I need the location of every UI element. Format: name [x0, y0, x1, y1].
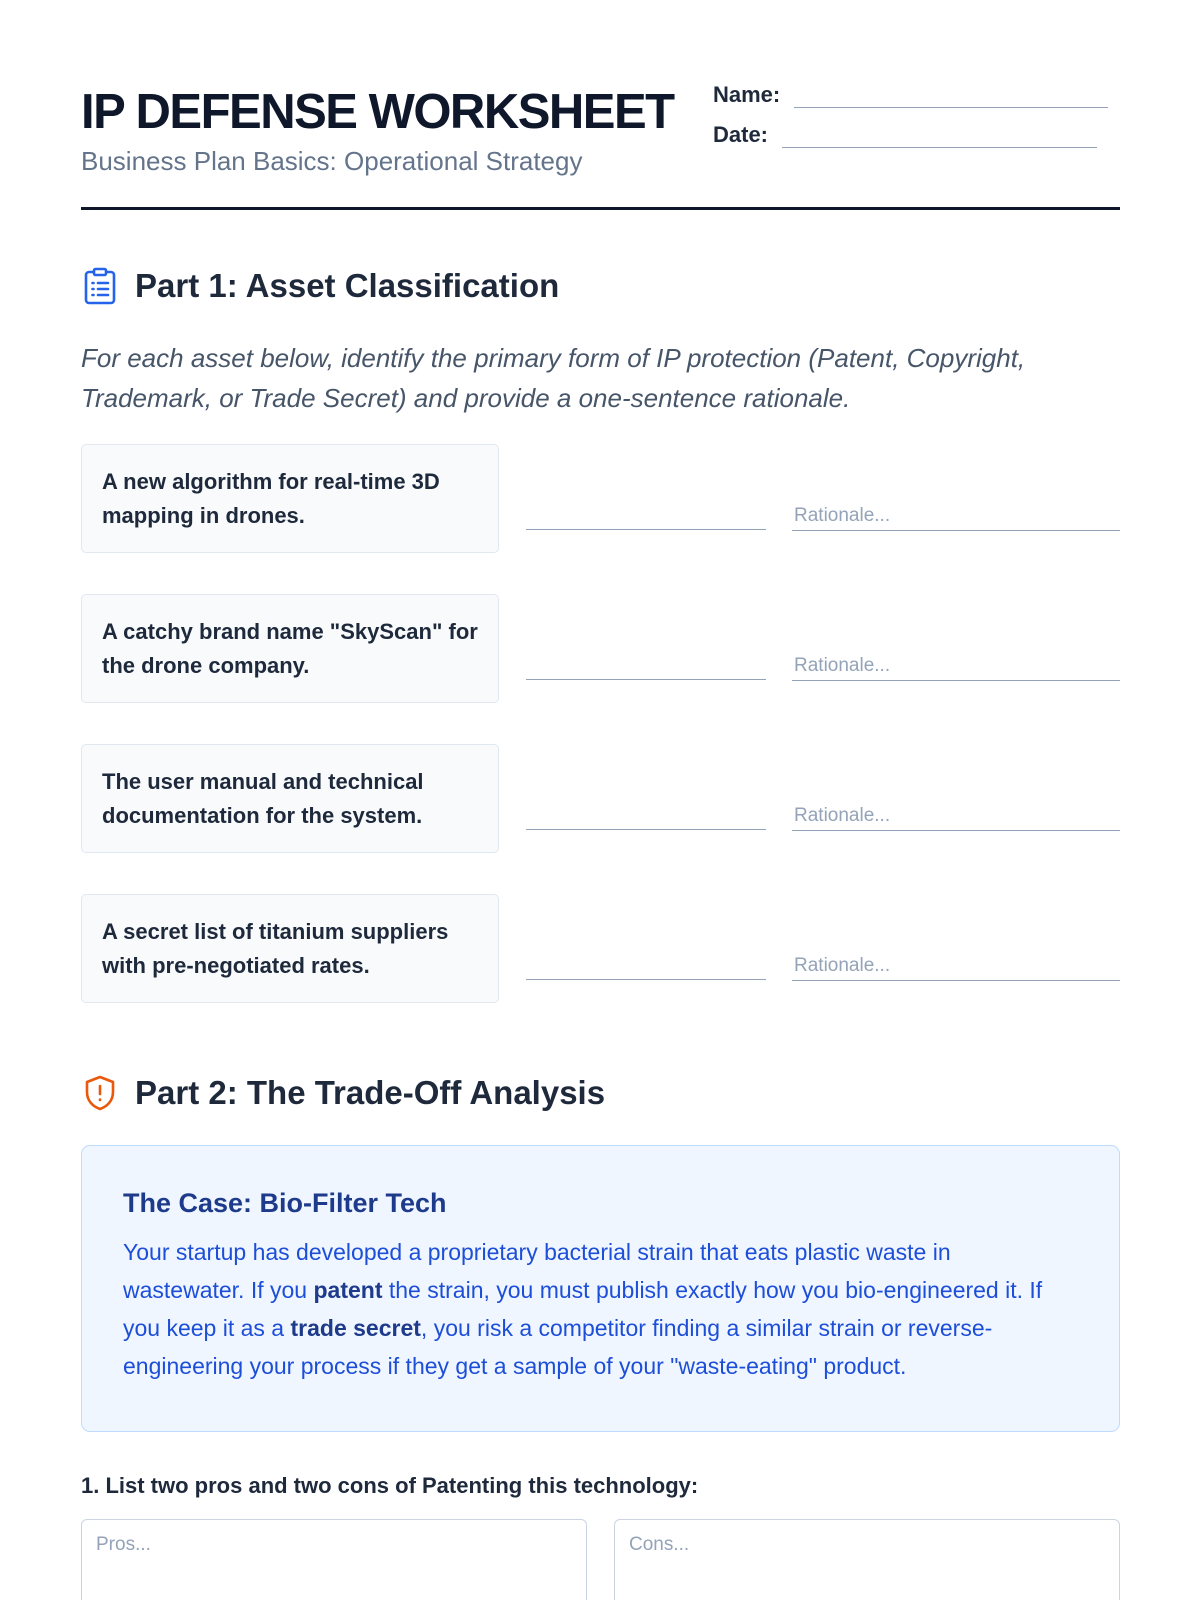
protection-answer-field[interactable] — [526, 679, 766, 680]
asset-card: The user manual and technical documentation for the system. — [81, 744, 499, 853]
rationale-field[interactable]: Rationale... — [792, 504, 1120, 531]
question-1: 1. List two pros and two cons of Patenting this technology: — [81, 1473, 699, 1498]
asset-row — [81, 744, 1120, 853]
case-text-segment: , you risk a competitor finding a similar strain or reverse-engineering your process if they get a sample of your "waste-eating" product. — [123, 1315, 993, 1379]
rationale-field[interactable]: Rationale... — [792, 654, 1120, 681]
page-title: IP DEFENSE WORKSHEET — [81, 85, 674, 139]
page-subtitle: Business Plan Basics: Operational Strategy — [81, 146, 583, 176]
asset-row — [81, 594, 1120, 703]
shield-alert-icon — [81, 1073, 119, 1113]
part1-heading: Part 1: Asset Classification — [135, 267, 560, 304]
asset-row — [81, 444, 1120, 553]
worksheet-page — [81, 0, 1120, 1600]
protection-answer-field[interactable] — [526, 979, 766, 980]
case-keyword-trade-secret: trade secret — [290, 1315, 421, 1341]
part1-heading-row — [81, 266, 559, 306]
pros-textarea[interactable]: Pros... — [81, 1519, 587, 1600]
clipboard-list-icon — [81, 266, 119, 306]
case-keyword-patent: patent — [313, 1277, 383, 1303]
worksheet-header — [81, 80, 1120, 210]
case-text-segment: the strain, you must publish exactly how you bio-engineered it. If you keep it as a — [123, 1277, 1043, 1341]
asset-row — [81, 894, 1120, 1003]
part1-instructions: For each asset below, identify the primary form of IP protection (Patent, Copyright, Trademark, or Trade Secret) and provide a one-sentence rationale. — [81, 343, 1026, 413]
asset-card: A catchy brand name "SkyScan" for the drone company. — [81, 594, 499, 703]
part2-heading: Part 2: The Trade-Off Analysis — [135, 1074, 606, 1111]
part2-heading-row — [81, 1073, 605, 1113]
date-row — [713, 122, 1097, 148]
case-study-box — [81, 1145, 1120, 1432]
asset-card: A new algorithm for real-time 3D mapping in drones. — [81, 444, 499, 553]
cons-textarea[interactable]: Cons... — [614, 1519, 1120, 1600]
protection-answer-field[interactable] — [526, 829, 766, 830]
date-label: Date: — [713, 122, 769, 147]
protection-answer-field[interactable] — [526, 529, 766, 530]
case-description — [123, 1233, 1078, 1385]
case-title: The Case: Bio-Filter Tech — [123, 1188, 447, 1218]
name-field[interactable] — [794, 86, 1108, 108]
rationale-field[interactable]: Rationale... — [792, 804, 1120, 831]
date-field[interactable] — [782, 126, 1097, 148]
header-divider — [81, 207, 1120, 210]
case-text-segment: Your startup has developed a proprietary bacterial strain that eats plastic waste in wastewater. If you — [123, 1239, 951, 1303]
name-label: Name: — [713, 82, 781, 107]
name-row — [713, 82, 1108, 108]
asset-card: A secret list of titanium suppliers with pre-negotiated rates. — [81, 894, 499, 1003]
rationale-field[interactable]: Rationale... — [792, 954, 1120, 981]
